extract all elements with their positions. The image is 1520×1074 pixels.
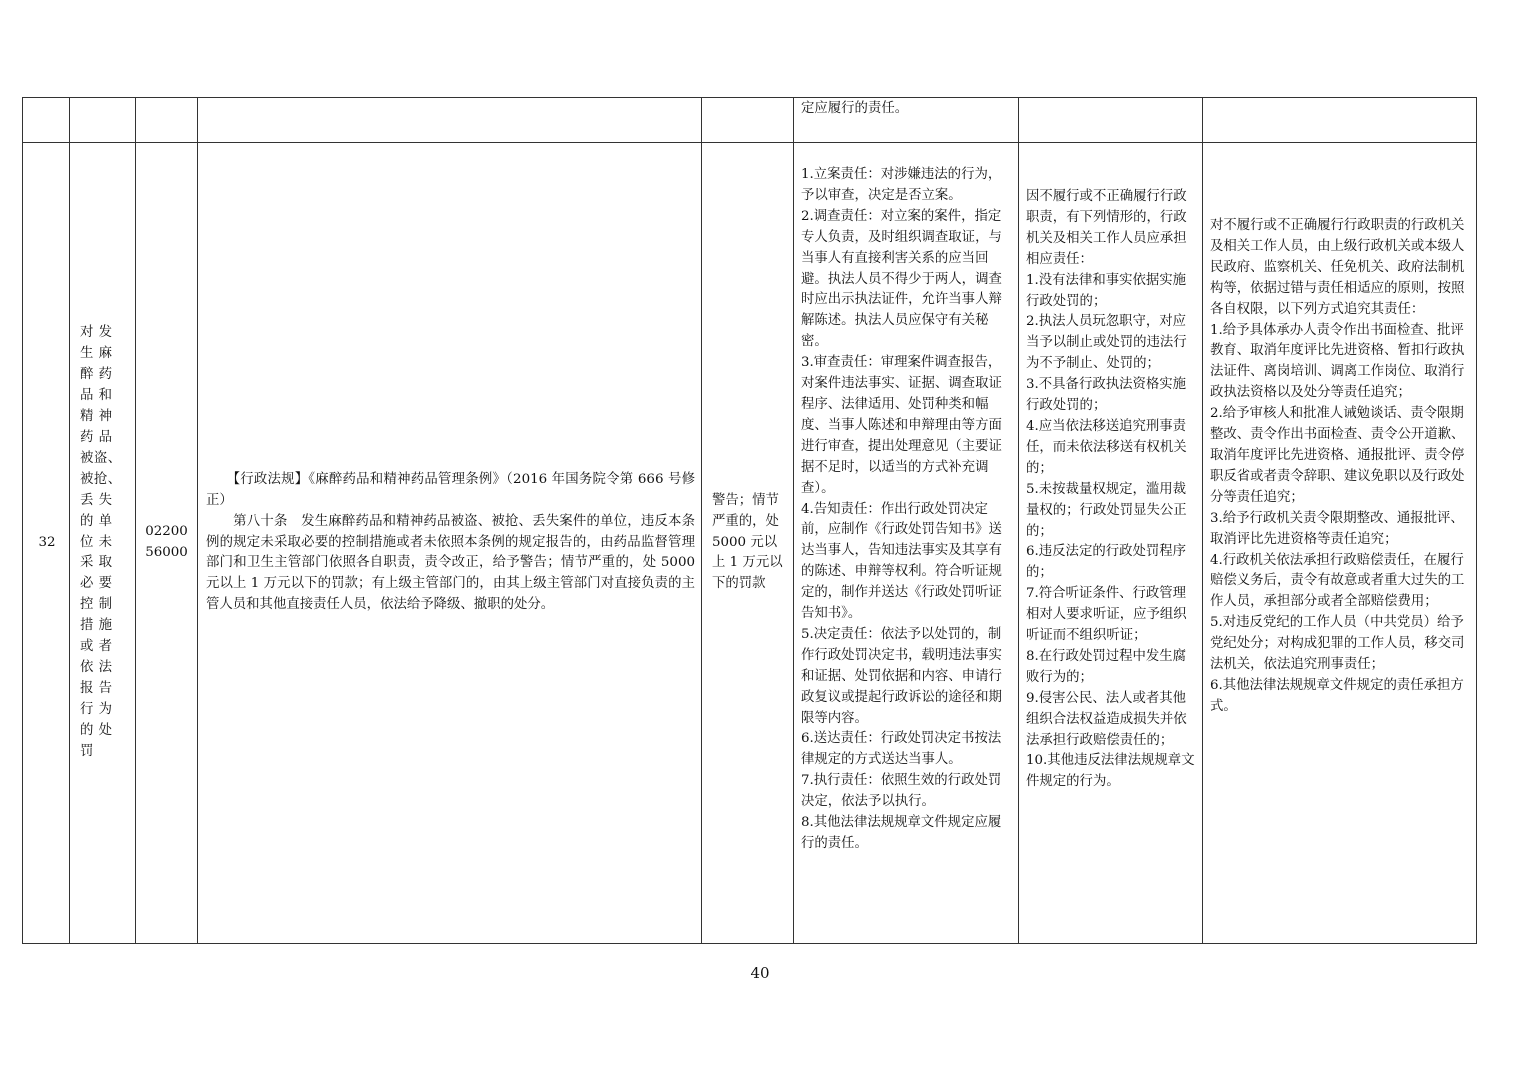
cont-duty-text: 定应履行的责任。: [801, 101, 909, 116]
table-row: [23, 143, 1477, 944]
duties: 1.立案责任：对涉嫌违法的行为，予以审查，决定是否立案。 2.调查责任：对立案的案件，指定专人负责，及时组织调查取证，与当事人有直接利害关系的应当回避。执法人员不得少于两人，调查时应出示执法证件，允许当事人辩解陈述。执法人员应保守有关秘密。 3.审查责任：审理案件调查报告，对案件违法事实、证据、调查取证程序、法律适用、处罚种类和幅度、当事人陈述和申辩理由等方面进行审查，提出处理意见（主要证据不足时，以适当的方式补充调查）。 4.告知责任：作出行政处罚决定前，应制作《行政处罚告知书》送达当事人，告知违法事实及其享有的陈述、申辩等权利。符合听证规定的，制作并送达《行政处罚听证告知书》。 5.决定责任：依法予以处罚的，制作行政处罚决定书，载明违法事实和证据、处罚依据和内容、申请行政复议或提起行政诉讼的途径和期限等内容。 6.送达责任：行政处罚决定书按法律规定的方式送达当事人。 7.执行责任：依照生效的行政处罚决定，依法予以执行。 8.其他法律法规规章文件规定应履行的责任。: [801, 167, 1002, 851]
item-name: 对 发 生 麻 醉 药 品 和 精 神 药 品 被盗、 被抢、 丢 失 的 单 位 未 采 取 必 要 控 制 措 施 或 者 依 法 报 告 行 为 的 处 罚: [80, 325, 122, 759]
legal-basis-cell: [198, 143, 702, 944]
cont-duty-cell: [794, 98, 1019, 143]
legal-basis: 【行政法规】《麻醉药品和精神药品管理条例》（2016 年国务院令第 666 号修正） 第八十条 发生麻醉药品和精神药品被盗、被抢、丢失案件的单位，违反本条例的规定未采取必要的控制措施或者未依照本条例的规定报告的，由药品监督管理部门和卫生主管部门依照各自职责，责令改正，给予警告；情节严重的，处 5000 元以上 1 万元以下的罚款；有上级主管部门的，由其上级主管部门对直接负责的主管人员和其他直接责任人员，依法给予降级、撤职的处分。: [206, 471, 695, 613]
item-code-cell: [136, 143, 198, 944]
row-number: 32: [38, 534, 56, 550]
trigger-cell: [1019, 143, 1203, 944]
cont-accountability-cell: [1203, 98, 1477, 143]
accountability-cell: [1203, 143, 1477, 944]
cont-basis-cell: [198, 98, 702, 143]
cont-name-cell: [70, 98, 136, 143]
item-code: 02200 56000: [145, 524, 188, 560]
punishment-cell: [702, 143, 794, 944]
cont-code-cell: [136, 98, 198, 143]
page-number: 40: [750, 964, 770, 982]
trigger-conditions: 因不履行或不正确履行行政职责，有下列情形的，行政机关及相关工作人员应承担相应责任： 1.没有法律和事实依据实施行政处罚的； 2.执法人员玩忽职守，对应当予以制止或处罚的违法行为不予制止、处罚的； 3.不具备行政执法资格实施行政处罚的； 4.应当依法移送追究刑事责任，而未依法移送有权机关的； 5.未按裁量权规定，滥用裁量权的；行政处罚显失公正的； 6.违反法定的行政处罚程序的； 7.符合听证条件、行政管理相对人要求听证，应予组织听证而不组织听证； 8.在行政处罚过程中发生腐败行为的； 9.侵害公民、法人或者其他组织合法权益造成损失并依法承担行政赔偿责任的； 10.其他违反法律法规规章文件规定的行为。: [1026, 189, 1195, 790]
row-number-cell: [23, 143, 70, 944]
item-name-cell: [70, 143, 136, 944]
duty-list-table: [22, 97, 1477, 944]
continuation-row: [23, 98, 1477, 143]
cont-trigger-cell: [1019, 98, 1203, 143]
accountability: 对不履行或不正确履行行政职责的行政机关及相关工作人员，由上级行政机关或本级人民政府、监察机关、任免机关、政府法制机构等，依据过错与责任相适应的原则，按照各自权限，以下列方式追究其责任： 1.给予具体承办人责令作出书面检查、批评教育、取消年度评比先进资格、暂扣行政执法证件、离岗培训、调离工作岗位、取消行政执法资格以及处分等责任追究； 2.给予审核人和批准人诫勉谈话、责令限期整改、责令作出书面检查、责令公开道歉、取消年度评比先进资格、通报批评、责令停职反省或者责令辞职、建议免职以及行政处分等责任追究； 3.给予行政机关责令限期整改、通报批评、取消评比先进资格等责任追究； 4.行政机关依法承担行政赔偿责任，在履行赔偿义务后，责令有故意或者重大过失的工作人员，承担部分或者全部赔偿费用； 5.对违反党纪的工作人员（中共党员）给予党纪处分；对构成犯罪的工作人员，移交司法机关，依法追究刑事责任； 6.其他法律法规规章文件规定的责任承担方式。: [1210, 218, 1465, 714]
cont-punishment-cell: [702, 98, 794, 143]
cont-no-cell: [23, 98, 70, 143]
duties-cell: [794, 143, 1019, 944]
punishment: 警告；情节严重的，处 5000 元以上 1 万元以下的罚款: [712, 492, 783, 592]
